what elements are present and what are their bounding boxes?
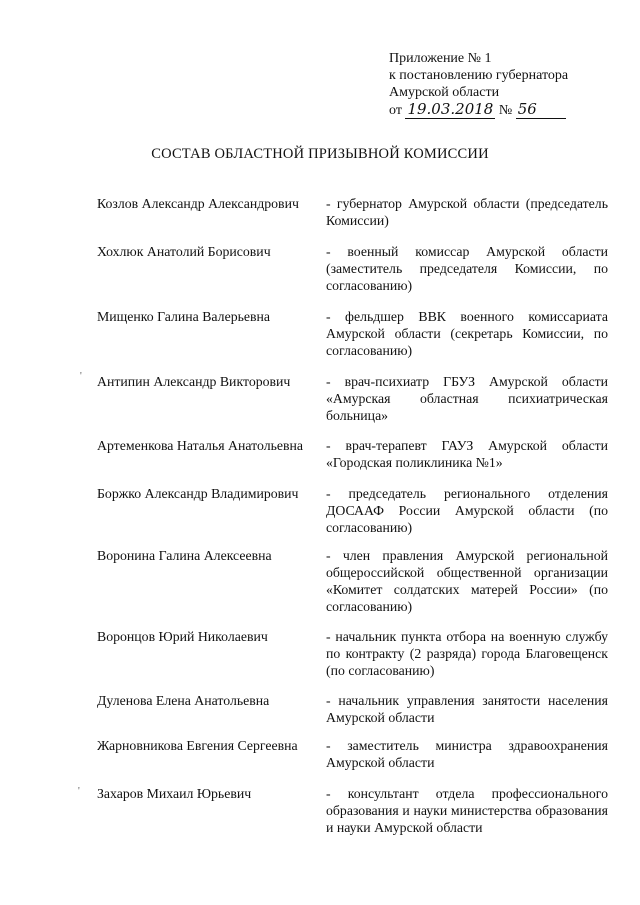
member-role: - консультант отдела профессионального образования и науки министерства образования и науки Амурской области <box>326 786 608 835</box>
member-role: - председатель регионального отделения ДОСААФ России Амурской области (по согласованию) <box>326 486 608 535</box>
appendix-date-line <box>389 101 568 119</box>
scan-speck: ' <box>80 371 82 382</box>
member-name: Антипин Александр Викторович <box>97 374 291 389</box>
member-name: Боржко Александр Владимирович <box>97 486 299 501</box>
member-name: Воронина Галина Алексеевна <box>97 548 272 563</box>
member-role: - заместитель министра здравоохранения Амурской области <box>326 738 608 770</box>
member-name: Жарновникова Евгения Сергеевна <box>97 738 298 753</box>
date-prefix: от <box>389 103 402 118</box>
member-role: - член правления Амурской региональной общероссийской общественной организации «Комитет солдатских матерей России» (по согласованию) <box>326 548 608 614</box>
appendix-reference: к постановлению губернатора <box>389 68 569 83</box>
member-role: - врач-психиатр ГБУЗ Амурской области «Амурская областная психиатрическая больница» <box>326 374 608 423</box>
member-role: - врач-терапевт ГАУЗ Амурской области «Городская поликлиника №1» <box>326 438 608 470</box>
appendix-region: Амурской области <box>389 85 500 100</box>
member-name: Захаров Михаил Юрьевич <box>97 786 252 801</box>
member-name: Мищенко Галина Валерьевна <box>97 309 271 324</box>
document-title: СОСТАВ ОБЛАСТНОЙ ПРИЗЫВНОЙ КОМИССИИ <box>151 146 489 162</box>
handwritten-date: 19.03.2018 <box>407 100 494 118</box>
number-prefix: № <box>498 103 513 118</box>
member-name: Хохлюк Анатолий Борисович <box>97 244 271 259</box>
member-role: - фельдшер ВВК военного комиссариата Амурской области (секретарь Комиссии, по согласованию) <box>326 309 608 358</box>
member-role: - военный комиссар Амурской области (заместитель председателя Комиссии, по согласованию) <box>326 244 608 293</box>
appendix-title: Приложение № 1 <box>389 51 492 66</box>
scan-speck: ' <box>78 786 80 797</box>
member-role: - начальник пункта отбора на военную службу по контракту (2 разряда) города Благовещенск (по согласованию) <box>326 629 608 678</box>
handwritten-number: 56 <box>516 101 566 119</box>
member-role: - губернатор Амурской области (председатель Комиссии) <box>326 196 608 228</box>
member-role: - начальник управления занятости населения Амурской области <box>326 693 608 725</box>
appendix-block <box>389 50 568 119</box>
member-name: Козлов Александр Александрович <box>97 196 299 211</box>
member-name: Артеменкова Наталья Анатольевна <box>97 438 304 453</box>
member-name: Воронцов Юрий Николаевич <box>97 629 268 644</box>
member-name: Дуленова Елена Анатольевна <box>97 693 270 708</box>
